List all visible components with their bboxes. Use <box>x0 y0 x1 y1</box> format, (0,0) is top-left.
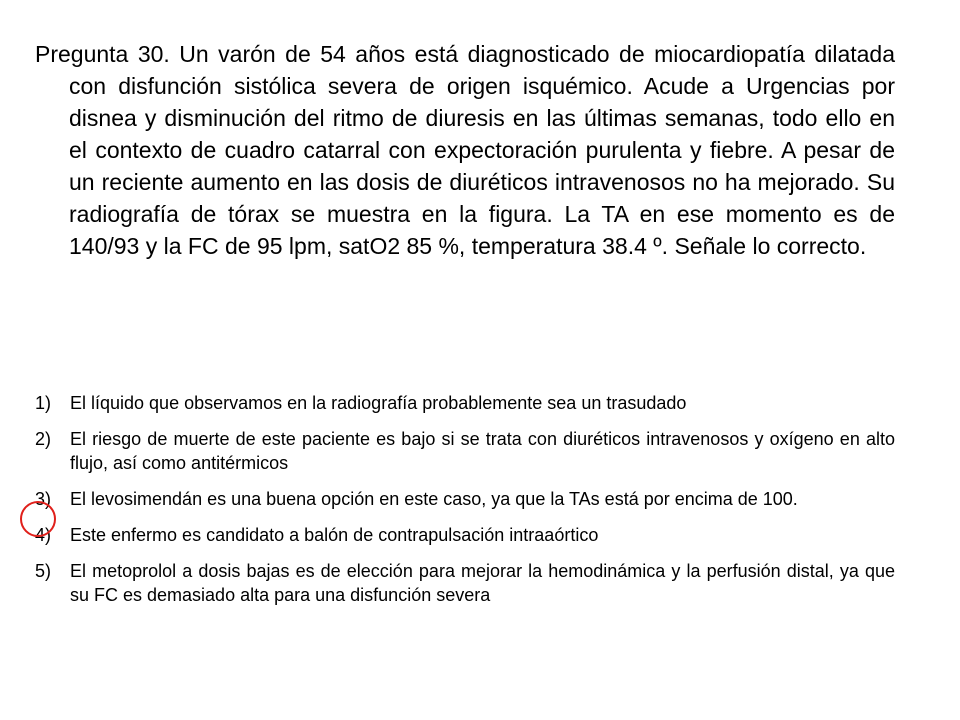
answer-options-list <box>35 391 895 619</box>
option-text: El líquido que observamos en la radiografía probablemente sea un trasudado <box>70 393 687 413</box>
option-text: Este enfermo es candidato a balón de contrapulsación intraaórtico <box>70 525 599 545</box>
option-number: 3) <box>35 489 52 509</box>
answer-option-4 <box>35 523 895 547</box>
option-text: El riesgo de muerte de este paciente es bajo si se trata con diuréticos intravenosos y oxígeno en alto flujo, así como antitérmicos <box>70 429 895 473</box>
option-number: 4) <box>35 525 52 545</box>
option-number: 5) <box>35 561 52 581</box>
answer-option-3 <box>35 487 895 511</box>
option-text: El metoprolol a dosis bajas es de elección para mejorar la hemodinámica y la perfusión distal, ya que su FC es demasiado alta para una disfunción severa <box>70 561 895 605</box>
correct-answer-circle-highlight <box>20 501 56 537</box>
answer-option-2 <box>35 427 895 475</box>
option-number: 1) <box>35 393 52 413</box>
answer-option-1 <box>35 391 895 415</box>
answer-option-5 <box>35 559 895 607</box>
option-text: El levosimendán es una buena opción en este caso, ya que la TAs está por encima de 100. <box>70 489 798 509</box>
option-number: 2) <box>35 429 52 449</box>
question-text: Pregunta 30. Un varón de 54 años está diagnosticado de miocardiopatía dilatada con disfunción sistólica severa de origen isquémico. Acude a Urgencias por disnea y disminución del ritmo de diuresis en las últimas semanas, todo ello en el contexto de cuadro catarral con expectoración purulenta y fiebre. A pesar de un reciente aumento en las dosis de diuréticos intravenosos no ha mejorado. Su radiografía de tórax se muestra en la figura. La TA en ese momento es de 140/93 y la FC de 95 lpm, satO2 85 %, temperatura 38.4 º. Señale lo correcto. <box>35 41 895 259</box>
